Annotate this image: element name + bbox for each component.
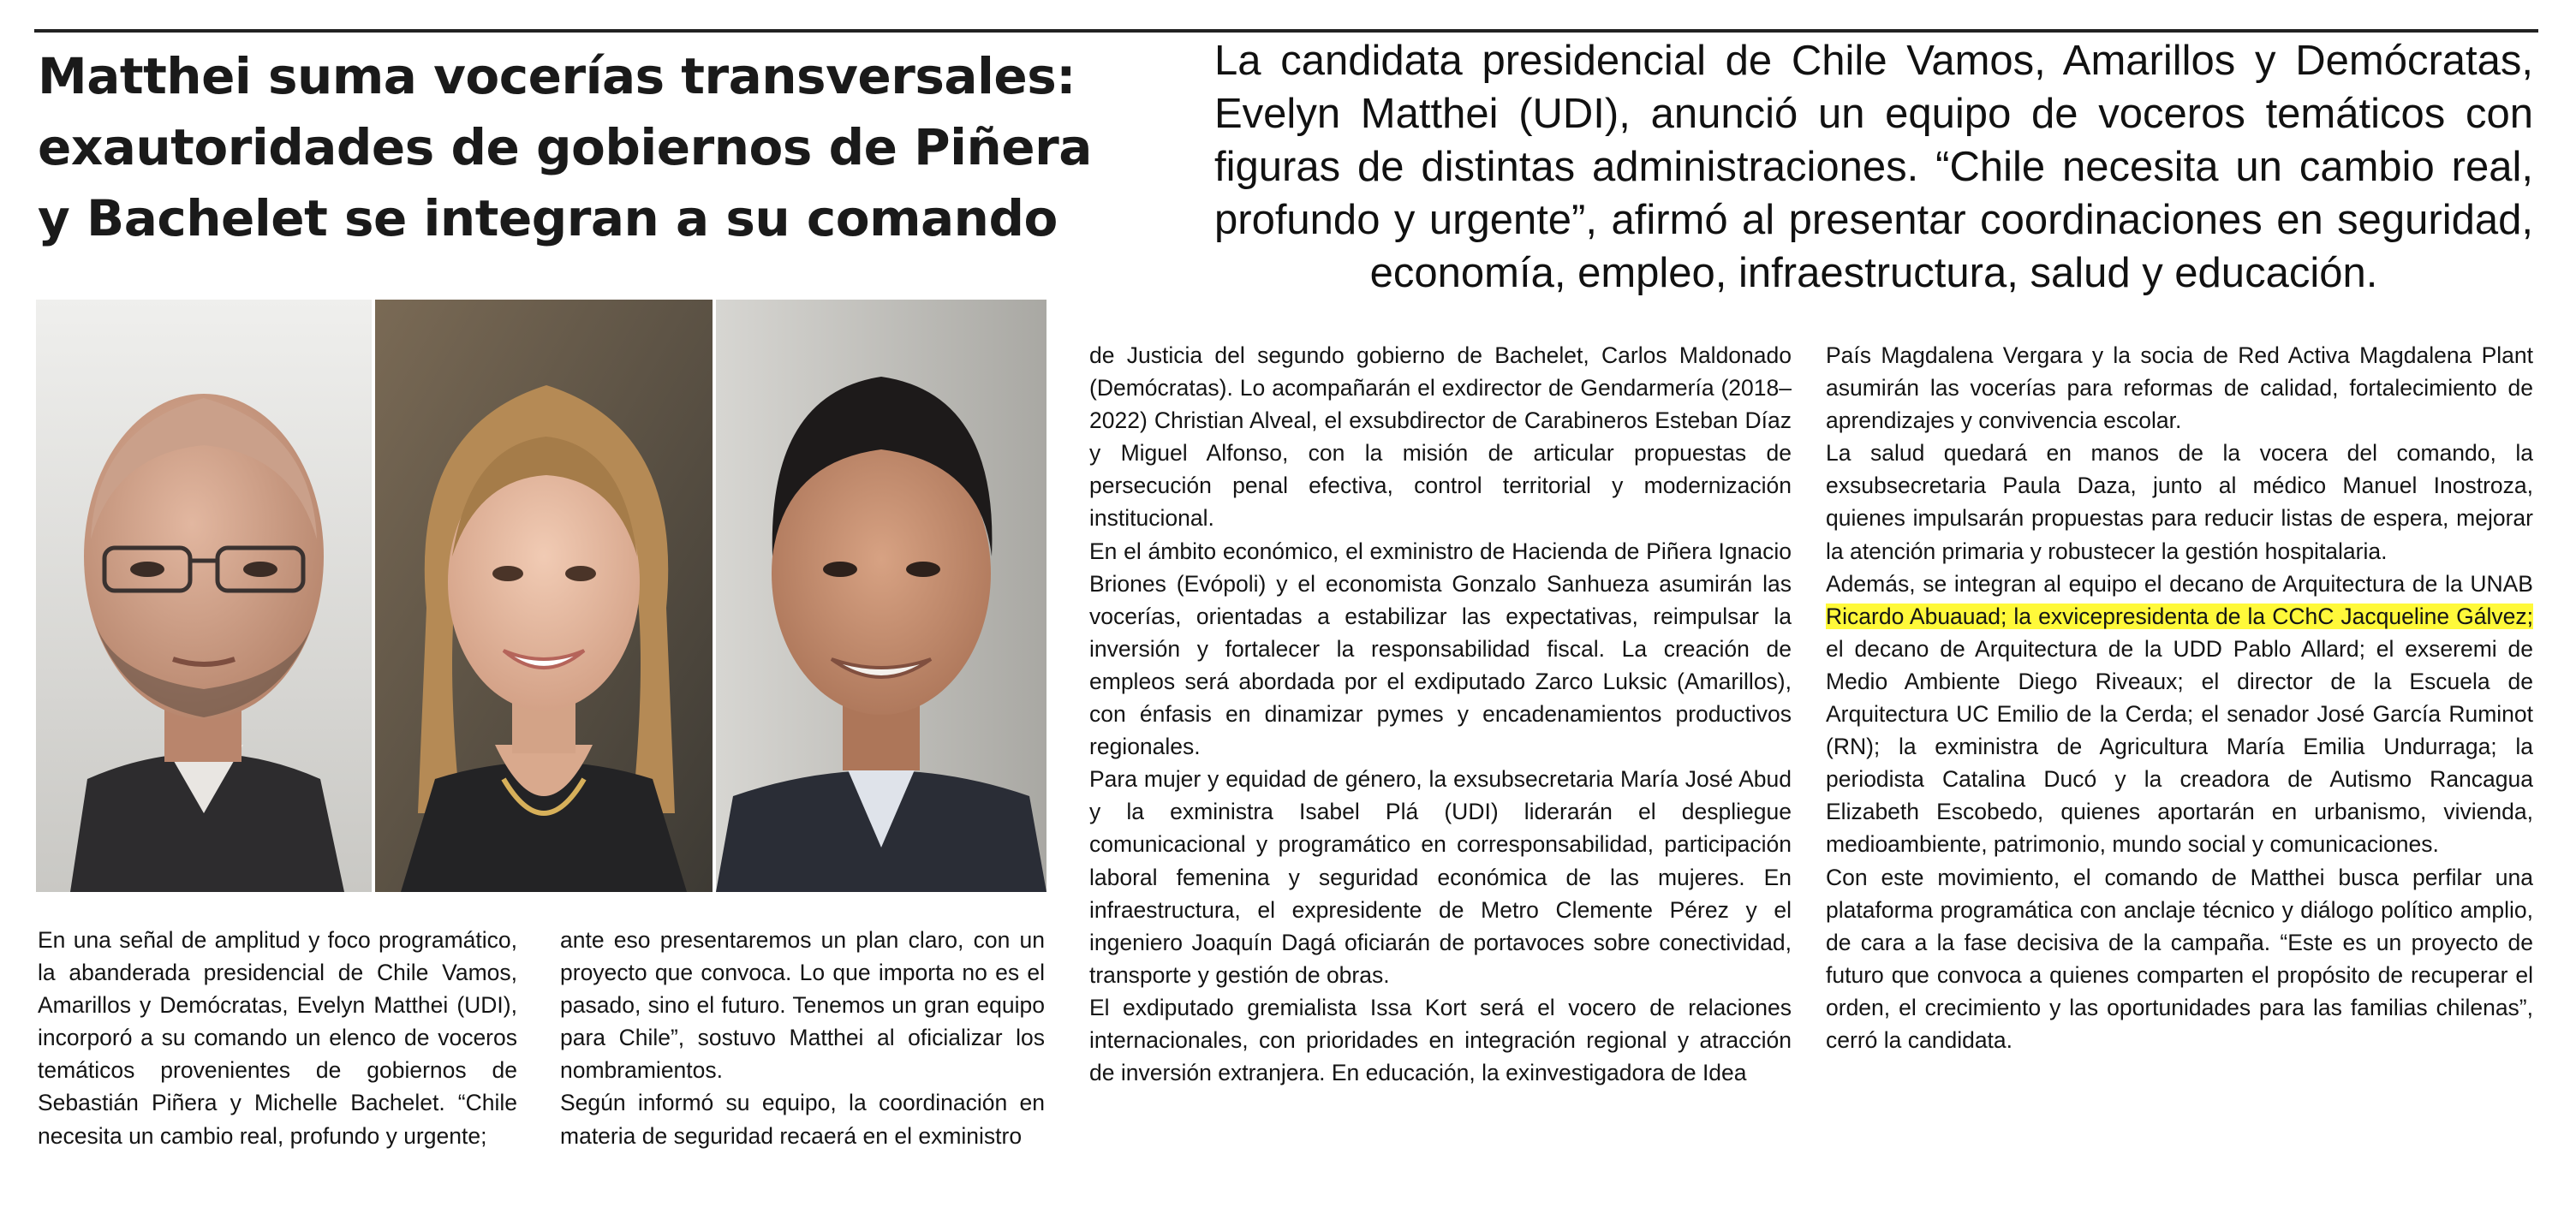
- paragraph: Según informó su equipo, la coordinación en materia de seguridad recaerá en el exministro: [560, 1090, 1045, 1149]
- photo-strip: [36, 300, 1046, 892]
- paragraph: En el ámbito económico, el exministro de Hacienda de Piñera Ignacio Briones (Evópoli) y el economista Gonzalo Sanhueza asumirán las vocerías, orientadas a estabilizar las expectativas, reimpulsar la inversión y fortalecer la responsabilidad fiscal. La creación de empleos será abordada por el exdiputado Zarco Luksic (Amarillos), con énfasis en dinamizar pymes y encadenamientos productivos regionales.: [1089, 538, 1792, 760]
- article-column-3: [1089, 339, 1792, 1089]
- highlighted-text: Ricardo Abuauad; la exvicepresidenta de la CChC Jacqueline Gálvez;: [1826, 603, 2533, 629]
- top-rule: [34, 29, 2538, 33]
- paragraph: Con este movimiento, el comando de Matthei busca perfilar una plataforma programática con anclaje técnico y diálogo político amplio, de cara a la fase decisiva de la campaña. “Este es un proyecto de futuro que convoca a quienes comparten el propósito de recuperar el orden, el crecimiento y las oportunidades para las familias chilenas”, cerró la candidata.: [1826, 864, 2533, 1053]
- article-column-2: [560, 924, 1045, 1152]
- man-portrait-photo: [36, 300, 372, 892]
- man-portrait-photo: [716, 300, 1046, 892]
- paragraph: País Magdalena Vergara y la socia de Red Activa Magdalena Plant asumirán las vocerías para reformas de calidad, fortalecimiento de aprendizajes y convivencia escolar.: [1826, 342, 2533, 434]
- deck-summary: La candidata presidencial de Chile Vamos, Amarillos y Demócratas, Evelyn Matthei (UDI), anunció un equipo de voceros temáticos con figuras de distintas administraciones. “Chile necesita un cambio real, profundo y urgente”, afirmó al presentar coordinaciones en seguridad, economía, empleo, infraestructura, salud y educación.: [1214, 38, 2533, 296]
- paragraph-with-highlight: [1826, 568, 2533, 861]
- text-segment: el decano de Arquitectura de la UDD Pablo Allard; el exseremi de Medio Ambiente Diego Riveaux; el director de la Escuela de Arquitectura UC Emilio de la Cerda; el senador José García Ruminot (RN); la exministra de Agricultura María Emilia Undurraga; la periodista Catalina Ducó y la creadora de Autismo Rancagua Elizabeth Escobedo, quienes aportarán en urbanismo, vivienda, medioambiente, patrimonio, mundo social y comunicaciones.: [1826, 635, 2533, 858]
- paragraph: El exdiputado gremialista Issa Kort será el vocero de relaciones internacionales, con prioridades en integración regional y atracción de inversión extranjera. En educación, la exinvestigadora de Idea: [1089, 994, 1792, 1086]
- article-column-4: [1826, 339, 2533, 1056]
- text-segment: Además, se integran al equipo el decano de Arquitectura de la UNAB: [1826, 570, 2533, 597]
- paragraph: ante eso presentaremos un plan claro, con un proyecto que convoca. Lo que importa no es el pasado, sino el futuro. Tenemos un gran equipo para Chile”, sostuvo Matthei al oficializar los nombramientos.: [560, 927, 1045, 1084]
- article-column-1: [38, 924, 517, 1152]
- paragraph: En una señal de amplitud y foco programático, la abanderada presidencial de Chile Vamos, Amarillos y Demócratas, Evelyn Matthei (UDI), incorporó a su comando un elenco de voceros temáticos provenientes de gobiernos de Sebastián Piñera y Michelle Bachelet. “Chile necesita un cambio real, profundo y urgente;: [38, 927, 517, 1149]
- woman-portrait-photo: [375, 300, 713, 892]
- paragraph: Para mujer y equidad de género, la exsubsecretaria María José Abud y la exministra Isabel Plá (UDI) liderarán el despliegue comunicacional y programático en corresponsabilidad, participación laboral femenina y seguridad económica de las mujeres. En infraestructura, el expresidente de Metro Clemente Pérez y el ingeniero Joaquín Dagá oficiarán de portavoces sobre conectividad, transporte y gestión de obras.: [1089, 766, 1792, 988]
- paragraph: de Justicia del segundo gobierno de Bachelet, Carlos Maldonado (Demócratas). Lo acompañarán el exdirector de Gendarmería (2018–2022) Christian Alveal, el exsubdirector de Carabineros Esteban Díaz y Miguel Alfonso, con la misión de articular propuestas de persecución penal efectiva, control territorial y modernización institucional.: [1089, 342, 1792, 532]
- paragraph: La salud quedará en manos de la vocera del comando, la exsubsecretaria Paula Daza, junto al médico Manuel Inostroza, quienes impulsarán propuestas para reducir listas de espera, mejorar la atención primaria y robustecer la gestión hospitalaria.: [1826, 440, 2533, 564]
- headline: Matthei suma vocerías transversales: exautoridades de gobiernos de Piñera y Bachelet se integran a su comando: [38, 47, 1092, 247]
